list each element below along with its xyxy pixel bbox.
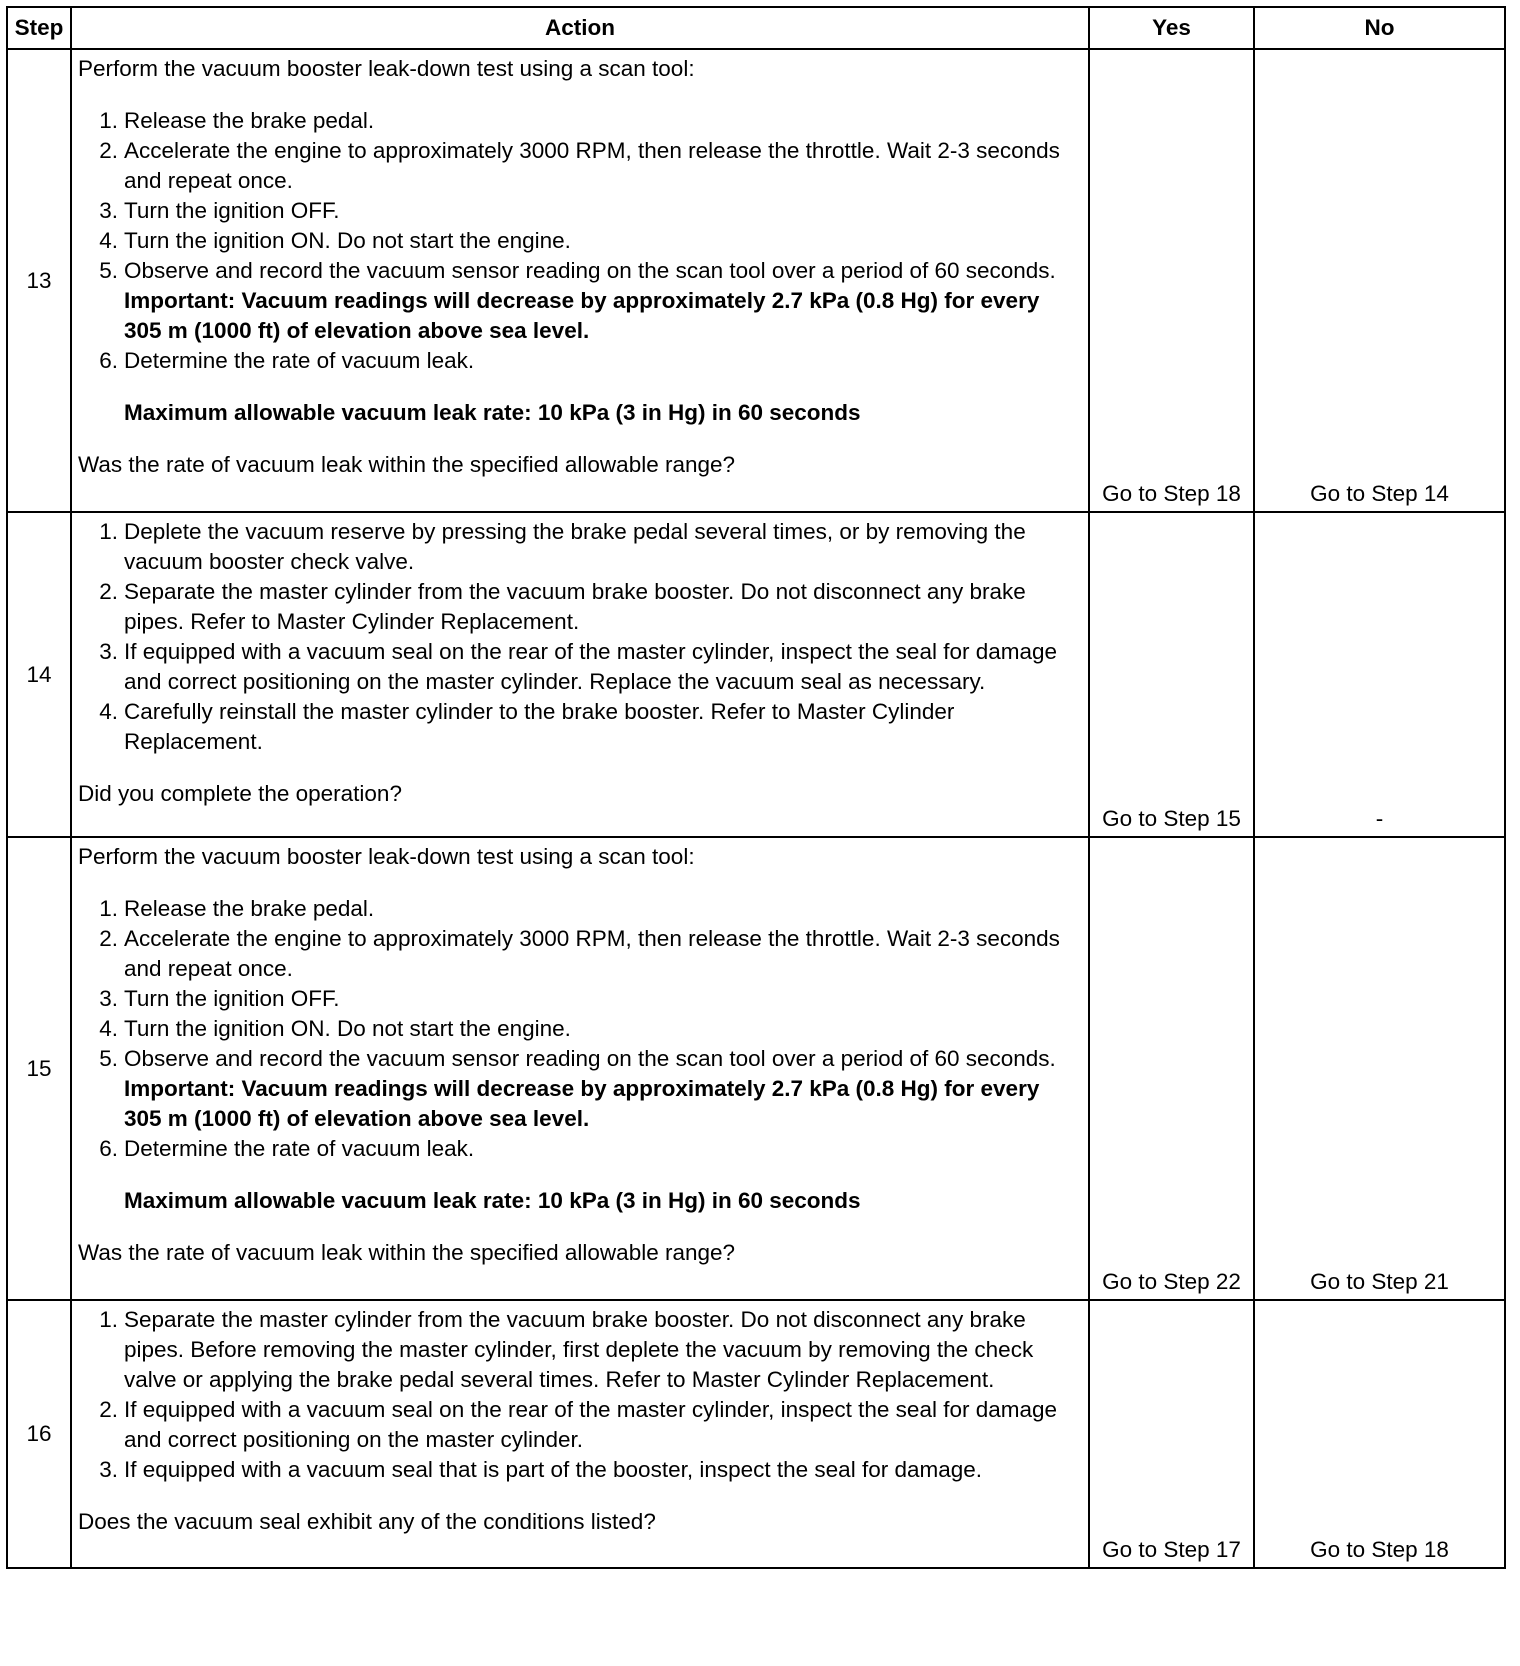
specification: Maximum allowable vacuum leak rate: 10 kPa (3 in Hg) in 60 seconds bbox=[124, 1188, 861, 1213]
list-item: 3. If equipped with a vacuum seal that is part of the booster, inspect the seal for damage. bbox=[99, 1457, 983, 1482]
header-step: Step bbox=[7, 7, 71, 49]
header-no: No bbox=[1254, 7, 1505, 49]
list-item: 1. Release the brake pedal. bbox=[99, 896, 375, 921]
action-steps bbox=[78, 517, 1080, 757]
list-item: 4. Turn the ignition ON. Do not start the engine. bbox=[99, 228, 571, 253]
list-item: 4. Turn the ignition ON. Do not start the engine. bbox=[99, 1016, 571, 1041]
no-answer: Go to Step 21 bbox=[1254, 837, 1505, 1300]
action-cell bbox=[71, 1300, 1089, 1568]
question: Was the rate of vacuum leak within the specified allowable range? bbox=[78, 452, 736, 477]
table-row-step-14 bbox=[7, 512, 1505, 837]
yes-answer: Go to Step 17 bbox=[1089, 1300, 1254, 1568]
list-item: 4. Carefully reinstall the master cylinder to the brake booster. Refer to Master Cylinder Replacement. bbox=[99, 699, 955, 754]
table-row-step-16 bbox=[7, 1300, 1505, 1568]
action-cell bbox=[71, 512, 1089, 837]
action-cell bbox=[71, 837, 1089, 1300]
action-intro: Perform the vacuum booster leak-down test using a scan tool: bbox=[78, 844, 695, 869]
question: Did you complete the operation? bbox=[78, 781, 402, 806]
action-cell bbox=[71, 49, 1089, 512]
no-answer: Go to Step 18 bbox=[1254, 1300, 1505, 1568]
yes-answer: Go to Step 18 bbox=[1089, 49, 1254, 512]
important-note: Important: Vacuum readings will decrease by approximately 2.7 kPa (0.8 Hg) for every 305 m (1000 ft) of elevation above sea level. bbox=[124, 288, 1040, 343]
list-item: 2. Separate the master cylinder from the vacuum brake booster. Do not disconnect any brake pipes. Refer to Master Cylinder Replacement. bbox=[99, 579, 1026, 634]
list-item: 1. Deplete the vacuum reserve by pressing the brake pedal several times, or by removing the vacuum booster check valve. bbox=[99, 519, 1026, 574]
list-item: 2. If equipped with a vacuum seal on the rear of the master cylinder, inspect the seal for damage and correct positioning on the master cylinder. bbox=[99, 1397, 1058, 1452]
action-steps bbox=[78, 1305, 1080, 1485]
list-item: 2. Accelerate the engine to approximately 3000 RPM, then release the throttle. Wait 2-3 seconds and repeat once. bbox=[99, 138, 1060, 193]
header-yes: Yes bbox=[1089, 7, 1254, 49]
list-item: 6. Determine the rate of vacuum leak. bbox=[99, 348, 475, 373]
step-number: 15 bbox=[7, 837, 71, 1300]
table-row-step-13 bbox=[7, 49, 1505, 512]
list-item: 5. Observe and record the vacuum sensor reading on the scan tool over a period of 60 seconds. Important: Vacuum readings will decrease by approximately 2.7 kPa (0.8 Hg) for every 305 m (1000 ft) of elevation above sea level. bbox=[78, 256, 1080, 346]
step-number: 13 bbox=[7, 49, 71, 512]
list-item: 3. Turn the ignition OFF. bbox=[99, 986, 340, 1011]
no-answer: Go to Step 14 bbox=[1254, 49, 1505, 512]
question: Was the rate of vacuum leak within the specified allowable range? bbox=[78, 1240, 736, 1265]
step-number: 16 bbox=[7, 1300, 71, 1568]
header-action: Action bbox=[71, 7, 1089, 49]
step-number: 14 bbox=[7, 512, 71, 837]
header-row bbox=[7, 7, 1505, 49]
diagnostic-table bbox=[6, 6, 1506, 1569]
list-item: 6. Determine the rate of vacuum leak. bbox=[99, 1136, 475, 1161]
list-item: 2. Accelerate the engine to approximately 3000 RPM, then release the throttle. Wait 2-3 seconds and repeat once. bbox=[99, 926, 1060, 981]
list-item: 5. Observe and record the vacuum sensor reading on the scan tool over a period of 60 seconds. Important: Vacuum readings will decrease by approximately 2.7 kPa (0.8 Hg) for every 305 m (1000 ft) of elevation above sea level. bbox=[78, 1044, 1080, 1134]
action-steps bbox=[78, 894, 1080, 1164]
yes-answer: Go to Step 15 bbox=[1089, 512, 1254, 837]
important-note: Important: Vacuum readings will decrease by approximately 2.7 kPa (0.8 Hg) for every 305 m (1000 ft) of elevation above sea level. bbox=[124, 1076, 1040, 1131]
list-item: 1. Release the brake pedal. bbox=[99, 108, 375, 133]
action-intro: Perform the vacuum booster leak-down test using a scan tool: bbox=[78, 56, 695, 81]
diagnostic-table-container bbox=[6, 6, 1506, 1569]
list-item: 3. Turn the ignition OFF. bbox=[99, 198, 340, 223]
action-steps bbox=[78, 106, 1080, 376]
list-item: 1. Separate the master cylinder from the vacuum brake booster. Do not disconnect any brake pipes. Before removing the master cylinder, first deplete the vacuum by removing the check valve or applying the brake pedal several times. Refer to Master Cylinder Replacement. bbox=[99, 1307, 1034, 1392]
table-row-step-15 bbox=[7, 837, 1505, 1300]
list-item: 3. If equipped with a vacuum seal on the rear of the master cylinder, inspect the seal for damage and correct positioning on the master cylinder. Replace the vacuum seal as necessary. bbox=[99, 639, 1058, 694]
specification: Maximum allowable vacuum leak rate: 10 kPa (3 in Hg) in 60 seconds bbox=[124, 400, 861, 425]
question: Does the vacuum seal exhibit any of the conditions listed? bbox=[78, 1509, 656, 1534]
yes-answer: Go to Step 22 bbox=[1089, 837, 1254, 1300]
no-answer: - bbox=[1254, 512, 1505, 837]
